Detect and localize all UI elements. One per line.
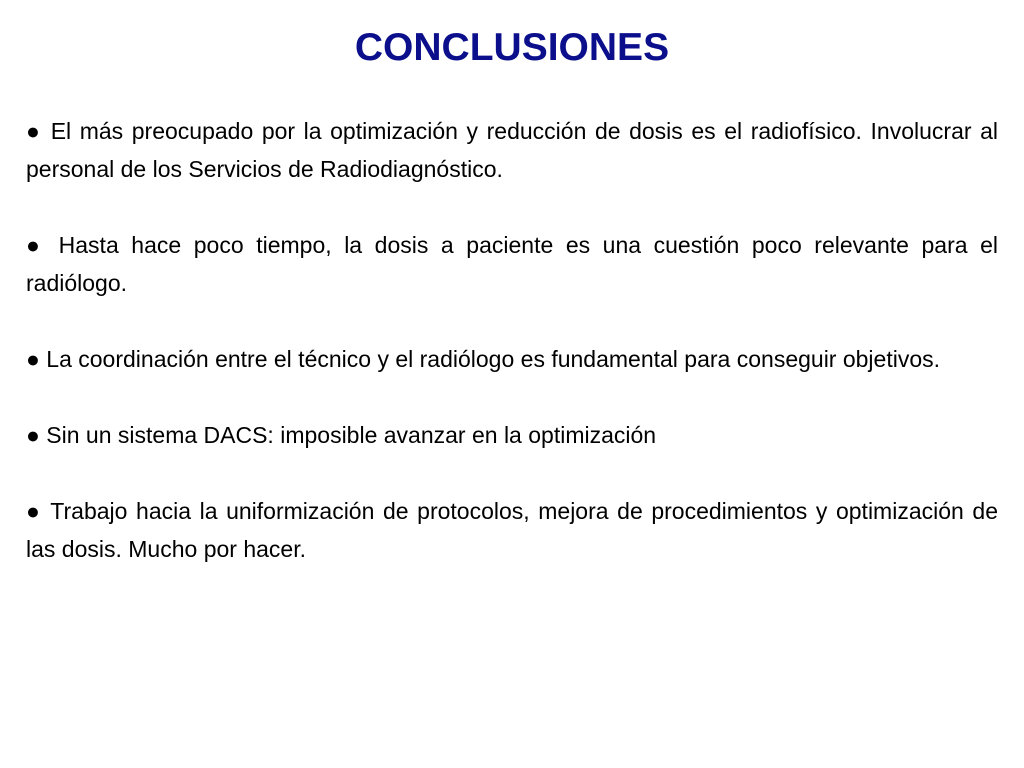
slide-title: CONCLUSIONES xyxy=(354,26,670,69)
bullet-text: La coordinación entre el técnico y el radiólogo es fundamental para conseguir objetivos. xyxy=(46,346,941,372)
bullet-text: Sin un sistema DACS: imposible avanzar en la optimización xyxy=(46,422,657,448)
bullet-text: El más preocupado por la optimización y reducción de dosis es el radiofísico. Involucrar al personal de los Servicios de Radiodiagnóstico. xyxy=(26,118,998,182)
bullet-icon: ● xyxy=(26,232,47,258)
list-item xyxy=(26,416,998,454)
list-item xyxy=(26,492,998,568)
bullet-icon: ● xyxy=(26,422,40,448)
bullet-icon: ● xyxy=(26,498,43,524)
bullet-icon: ● xyxy=(26,118,43,144)
conclusions-list xyxy=(26,112,998,568)
bullet-text: Trabajo hacia la uniformización de protocolos, mejora de procedimientos y optimización de las dosis. Mucho por hacer. xyxy=(26,498,998,562)
list-item xyxy=(26,112,998,188)
list-item xyxy=(26,340,998,378)
bullet-text: Hasta hace poco tiempo, la dosis a paciente es una cuestión poco relevante para el radiólogo. xyxy=(26,232,998,296)
list-item xyxy=(26,226,998,302)
bullet-icon: ● xyxy=(26,346,40,372)
